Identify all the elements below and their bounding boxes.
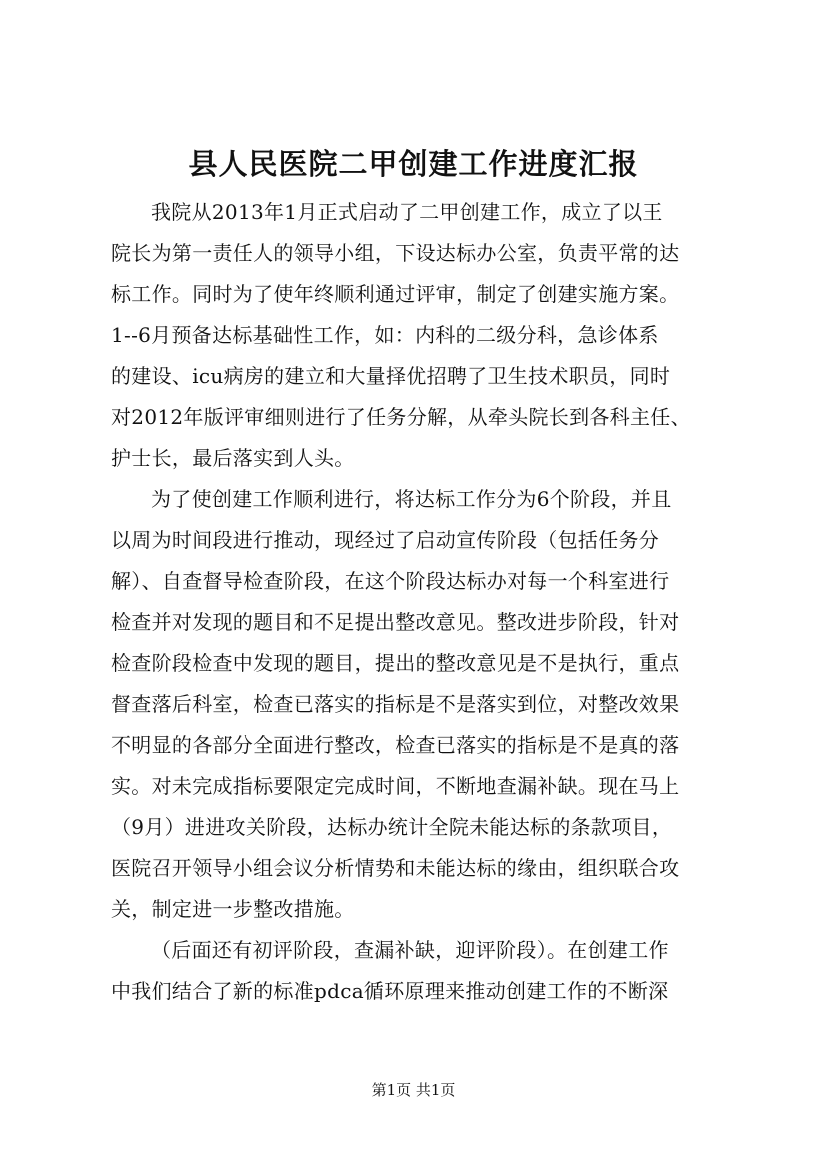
text-line: 检查并对发现的题目和不足提出整改意见。整改进步阶段，针对: [111, 610, 680, 634]
text-line: 医院召开领导小组会议分析情势和未能达标的缘由，组织联合攻: [111, 856, 680, 880]
text-line: （后面还有初评阶段，查漏补缺，迎评阶段）。在创建工作: [151, 938, 669, 962]
text-line: 标工作。同时为了使年终顺利通过评审，制定了创建实施方案。: [111, 282, 680, 306]
text-line: 督查落后科室，检查已落实的指标是不是落实到位，对整改效果: [111, 692, 680, 716]
text-line: 不明显的各部分全面进行整改，检查已落实的指标是不是真的落: [111, 733, 680, 757]
text-line: 解）、自查督导检查阶段，在这个阶段达标办对每一个科室进行: [111, 569, 670, 593]
text-line: 以周为时间段进行推动，现经过了启动宣传阶段（包括任务分: [111, 528, 660, 552]
text-line: 检查阶段检查中发现的题目，提出的整改意见是不是执行，重点: [111, 651, 680, 675]
text-line: 对2012年版评审细则进行了任务分解，从牵头院长到各科主任、: [111, 405, 691, 429]
text-line: 护士长，最后落实到人头。: [111, 446, 355, 470]
text-line: （9月）进进攻关阶段，达标办统计全院未能达标的条款项目，: [111, 815, 673, 839]
text-line: 关，制定进一步整改措施。: [111, 897, 355, 921]
text-line: 1--6月预备达标基础性工作，如：内科的二级分科，急诊体系: [111, 323, 659, 347]
page-footer: 第1页 共1页: [371, 1081, 456, 1099]
text-line: 的建设、icu病房的建立和大量择优招聘了卫生技术职员，同时: [111, 364, 671, 388]
text-line: 中我们结合了新的标准pdca循环原理来推动创建工作的不断深: [111, 979, 669, 1003]
text-line: 我院从2013年1月正式启动了二甲创建工作，成立了以王: [151, 200, 663, 224]
document-title: 县人民医院二甲创建工作进度汇报: [188, 147, 639, 181]
text-line: 实。对未完成指标要限定完成时间，不断地查漏补缺。现在马上: [111, 774, 680, 798]
text-line: 院长为第一责任人的领导小组，下设达标办公室，负责平常的达: [111, 241, 680, 265]
text-line: 为了使创建工作顺利进行，将达标工作分为6个阶段，并且: [151, 487, 672, 511]
document-body: [111, 192, 731, 1012]
